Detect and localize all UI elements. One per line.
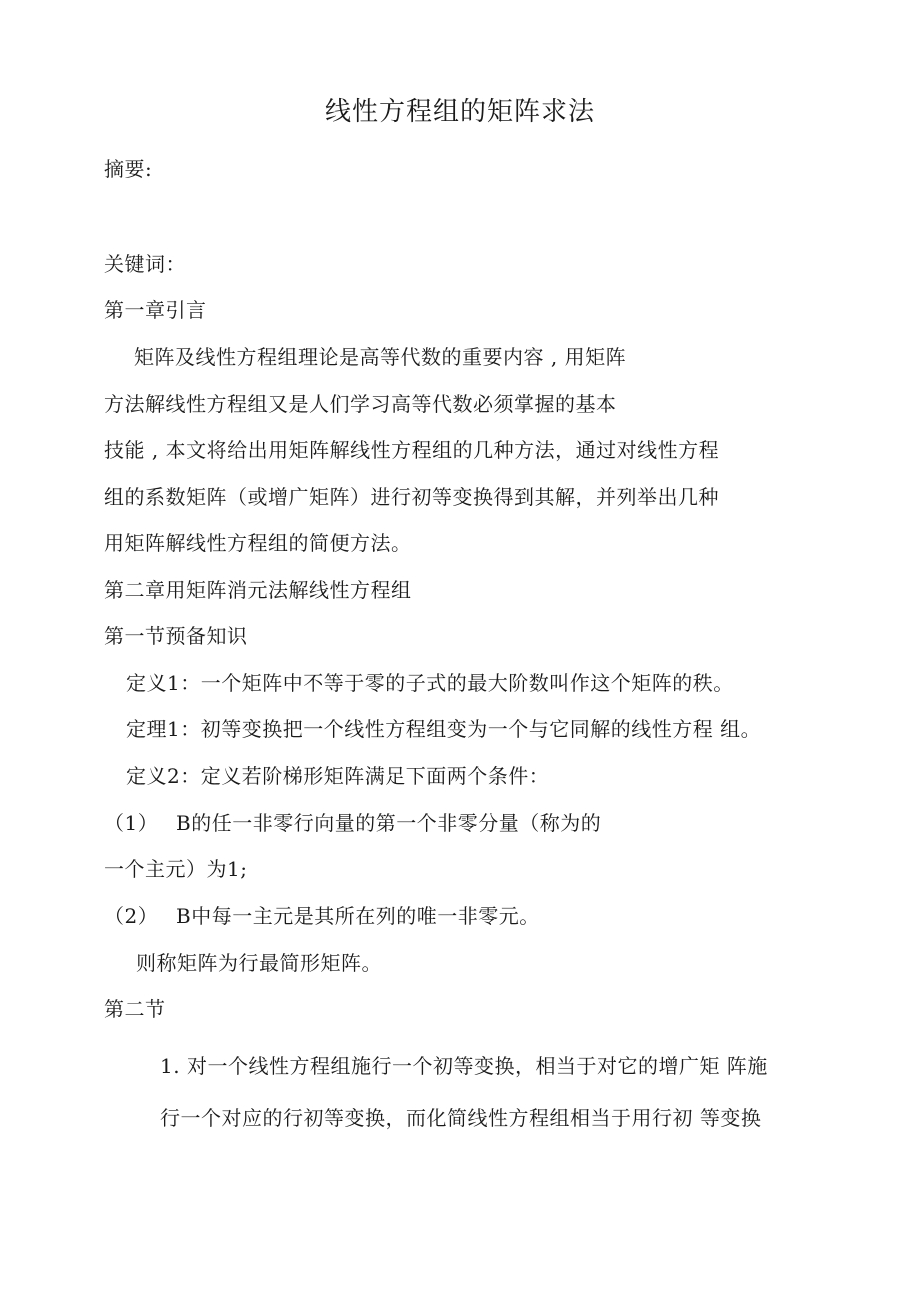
- section2-item1-line-2: 行一个对应的行初等变换，而化简线性方程组相当于用行初 等变换: [160, 1106, 762, 1130]
- condition-1-continuation: 一个主元）为1;: [104, 857, 248, 881]
- definition-conclusion: 则称矩阵为行最简形矩阵。: [136, 951, 382, 975]
- condition-1-text: B的任一非零行向量的第一个非零分量（称为的: [176, 811, 602, 835]
- section2-heading: 第二节: [104, 997, 166, 1021]
- chapter1-paragraph-line-4: 组的系数矩阵（或增广矩阵）进行初等变换得到其解，并列举出几种: [104, 485, 719, 509]
- document-title: 线性方程组的矩阵求法: [324, 97, 595, 127]
- condition-2-label: （2）: [104, 904, 159, 928]
- section2-item1-line-1: 1. 对一个线性方程组施行一个初等变换，相当于对它的增广矩 阵施: [160, 1054, 768, 1078]
- chapter2-heading: 第二章用矩阵消元法解线性方程组: [104, 578, 412, 602]
- abstract-label: 摘要:: [104, 157, 153, 181]
- condition-1-label: （1）: [104, 811, 159, 835]
- chapter1-paragraph-line-1: 矩阵及线性方程组理论是高等代数的重要内容 , 用矩阵: [134, 345, 627, 369]
- definition-2: 定义2：定义若阶梯形矩阵满足下面两个条件：: [126, 764, 550, 788]
- chapter1-paragraph-line-3: 技能 , 本文将给出用矩阵解线性方程组的几种方法，通过对线性方程: [104, 438, 720, 462]
- section1-heading: 第一节预备知识: [104, 624, 248, 648]
- theorem-1: 定理1：初等变换把一个线性方程组变为一个与它同解的线性方程 组。: [126, 717, 762, 741]
- condition-2-text: B中每一主元是其所在列的唯一非零元。: [176, 904, 540, 928]
- chapter1-paragraph-line-5: 用矩阵解线性方程组的简便方法。: [104, 531, 412, 555]
- chapter1-paragraph-line-2: 方法解线性方程组又是人们学习高等代数必须掌握的基本: [104, 392, 617, 416]
- definition-1: 定义1：一个矩阵中不等于零的子式的最大阶数叫作这个矩阵的秩。: [126, 671, 734, 695]
- keywords-label: 关键词：: [104, 252, 186, 276]
- chapter1-heading: 第一章引言: [104, 298, 207, 322]
